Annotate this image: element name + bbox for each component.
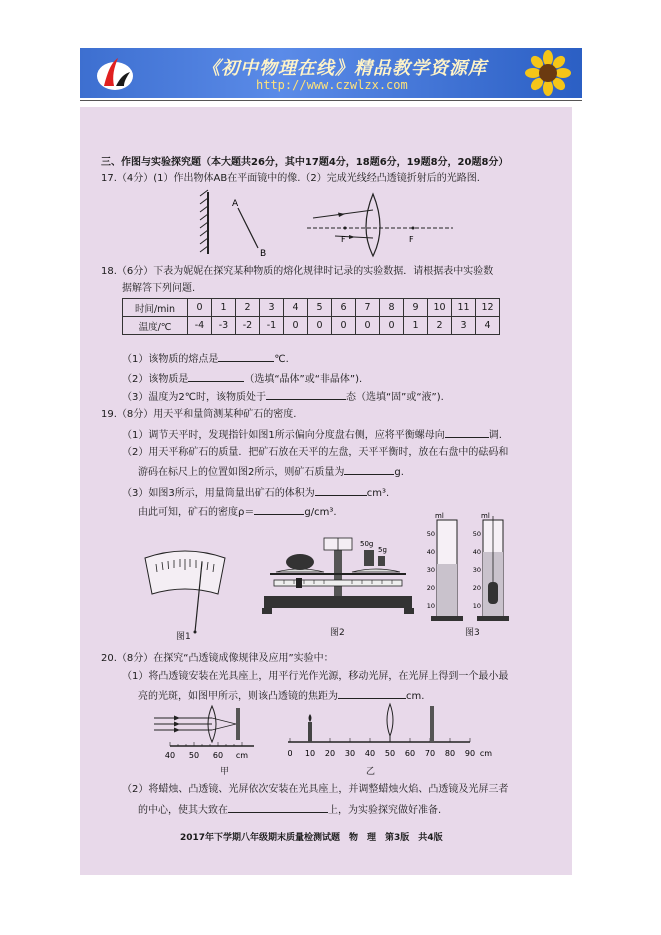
q20-sub2a: （2）将蜡烛、凸透镜、光屏依次安装在光具座上，并调整蜡烛火焰、凸透镜及光屏三者 (122, 784, 509, 795)
weight-5g-label: 5g (378, 546, 387, 554)
svg-text:20: 20 (426, 584, 435, 592)
answer-blank[interactable] (218, 351, 274, 362)
fig1-caption: 图1 (176, 632, 191, 642)
weight-50g-label: 50g (360, 540, 374, 548)
svg-text:40: 40 (364, 749, 376, 758)
table-cell: 0 (188, 299, 212, 317)
header-banner (80, 48, 582, 98)
table-cell: 0 (356, 317, 380, 335)
answer-blank[interactable] (254, 504, 304, 515)
svg-text:50: 50 (384, 749, 396, 758)
section-heading: 三、作图与实验探究题（本大题共26分，其中17题4分，18题6分，19题8分，20题8分） (101, 157, 509, 168)
answer-blank[interactable] (445, 427, 489, 438)
table-cell: 5 (308, 299, 332, 317)
mirror-diagram (180, 188, 280, 260)
q20-intro: 20.（8分）在探究“凸透镜成像规律及应用”实验中： (101, 653, 334, 664)
svg-text:cm: cm (235, 751, 249, 760)
table-cell: 3 (260, 299, 284, 317)
q19-sub2b: 游码在标尺上的位置如图2所示，则矿石质量为 g. (138, 464, 404, 479)
table-cell: 2 (236, 299, 260, 317)
balance-dial-figure (140, 548, 230, 638)
answer-blank[interactable] (266, 389, 346, 400)
table-cell: 6 (332, 299, 356, 317)
header-rule (80, 100, 582, 101)
table-cell: 11 (452, 299, 476, 317)
diagram-jia-label: 甲 (220, 767, 230, 777)
focus-left-label: F (341, 235, 346, 244)
answer-blank[interactable] (315, 485, 367, 496)
svg-text:50: 50 (472, 530, 481, 538)
table-cell: -3 (212, 317, 236, 335)
q17-text: 17.（4分）(1）作出物体AB在平面镜中的像.（2）完成光线经凸透镜折射后的光路图. (101, 173, 480, 184)
table-cell: 8 (380, 299, 404, 317)
svg-text:10: 10 (472, 602, 481, 610)
point-b-label: B (260, 249, 267, 259)
q20-sub2b: 的中心，使其大致在 上，为实验探究做好准备. (138, 802, 441, 817)
answer-blank[interactable] (188, 371, 244, 382)
table-cell: -1 (260, 317, 284, 335)
svg-text:70: 70 (424, 749, 436, 758)
table-cell: 1 (212, 299, 236, 317)
sunflower-icon (520, 50, 576, 96)
q18-sub1: （1）该物质的熔点是 ℃. (122, 351, 289, 366)
q19-sub2a: （2）用天平称矿石的质量．把矿石放在天平的左盘，天平平衡时，放在右盘中的砝码和 (122, 447, 509, 458)
melting-data-table (122, 298, 500, 335)
q20-sub1b: 亮的光斑，如图甲所示，则该凸透镜的焦距为 cm. (138, 688, 424, 703)
cylinder-unit-label: ml (435, 512, 444, 520)
table-header-time: 时间/min (123, 299, 188, 317)
svg-text:10: 10 (426, 602, 435, 610)
svg-text:40: 40 (426, 548, 435, 556)
svg-text:10: 10 (304, 749, 316, 758)
q18-line2: 据解答下列问题. (122, 283, 196, 294)
q19-sub3: （3）如图3所示，用量筒量出矿石的体积为 cm³. (122, 485, 389, 500)
diagram-yi-label: 乙 (366, 767, 376, 777)
svg-text:20: 20 (472, 584, 481, 592)
optical-bench-diagram (280, 698, 500, 764)
table-cell: 0 (380, 317, 404, 335)
svg-text:30: 30 (472, 566, 481, 574)
fig2-caption: 图2 (330, 628, 345, 638)
table-cell: 0 (332, 317, 356, 335)
table-header-temp: 温度/℃ (123, 317, 188, 335)
q19-sub1: （1）调节天平时，发现指针如图1所示偏向分度盘右侧，应将平衡螺母向 调. (122, 427, 502, 442)
balance-scale-figure (260, 528, 415, 618)
cylinder-unit-label: ml (481, 512, 490, 520)
focus-right-label: F (409, 235, 414, 244)
svg-text:60: 60 (404, 749, 416, 758)
svg-text:cm: cm (479, 749, 493, 758)
q18-sub3: （3）温度为2℃时，该物质处于 态（选填“固”或“液”). (122, 389, 444, 404)
q19-sub4: 由此可知，矿石的密度ρ＝ g/cm³. (138, 504, 337, 519)
svg-text:80: 80 (444, 749, 456, 758)
table-cell: 0 (308, 317, 332, 335)
svg-text:40: 40 (472, 548, 481, 556)
focal-length-diagram (150, 702, 270, 768)
table-cell: -4 (188, 317, 212, 335)
q18-sub2: （2）该物质是 （选填“晶体”或“非晶体”). (122, 371, 362, 386)
table-cell: 4 (476, 317, 500, 335)
table-cell: -2 (236, 317, 260, 335)
table-cell: 1 (404, 317, 428, 335)
svg-text:20: 20 (324, 749, 336, 758)
q20-sub1a: （1）将凸透镜安装在光具座上，用平行光作光源，移动光屏，在光屏上得到一个最小最 (122, 671, 509, 682)
svg-text:50: 50 (426, 530, 435, 538)
svg-text:90: 90 (464, 749, 476, 758)
svg-text:50: 50 (188, 751, 200, 760)
svg-text:60: 60 (212, 751, 224, 760)
banner-url[interactable]: http://www.czwlzx.com (256, 78, 408, 92)
cylinder-left (427, 512, 463, 621)
q18-line1: 18.（6分）下表为妮妮在探究某种物质的熔化规律时记录的实验数据．请根据表中实验数 (101, 266, 494, 277)
answer-blank[interactable] (228, 802, 328, 813)
measuring-cylinder-figure (425, 512, 515, 624)
page-footer: 2017年下学期八年级期末质量检测试题 物 理 第3版 共4版 (180, 833, 443, 843)
table-cell: 7 (356, 299, 380, 317)
table-cell: 2 (428, 317, 452, 335)
fig3-caption: 图3 (465, 628, 480, 638)
svg-text:30: 30 (344, 749, 356, 758)
answer-blank[interactable] (344, 464, 394, 475)
cylinder-right (473, 512, 509, 621)
table-cell: 3 (452, 317, 476, 335)
table-row-time (123, 299, 500, 317)
table-cell: 0 (284, 317, 308, 335)
lens-diagram (305, 190, 455, 260)
logo-icon (94, 52, 136, 94)
table-cell: 4 (284, 299, 308, 317)
svg-text:40: 40 (164, 751, 176, 760)
q19-intro: 19.（8分）用天平和量筒测某种矿石的密度. (101, 409, 297, 420)
table-row-temp (123, 317, 500, 335)
banner-title: 《初中物理在线》精品教学资源库 (202, 58, 487, 79)
svg-text:0: 0 (287, 749, 293, 758)
table-cell: 12 (476, 299, 500, 317)
svg-text:30: 30 (426, 566, 435, 574)
point-a-label: A (232, 199, 239, 209)
table-cell: 10 (428, 299, 452, 317)
table-cell: 9 (404, 299, 428, 317)
